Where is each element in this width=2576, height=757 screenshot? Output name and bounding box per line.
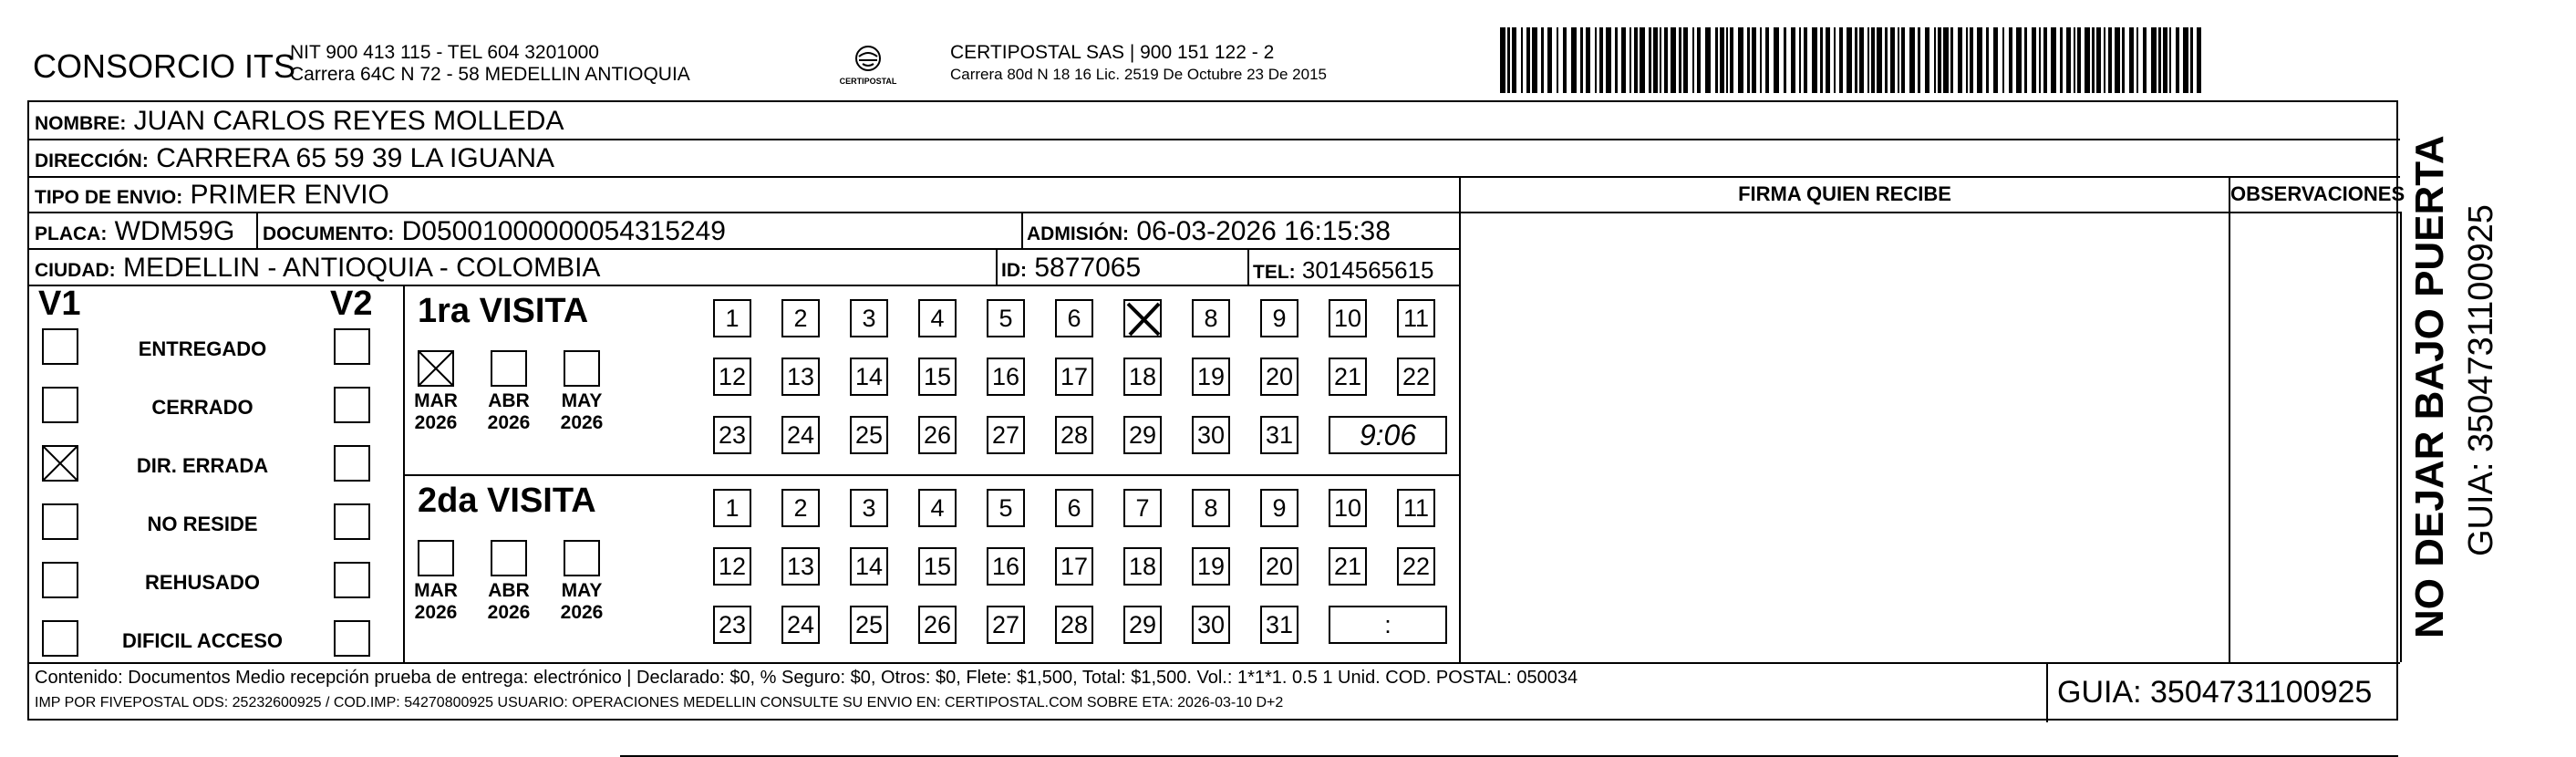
second-visit-day-12[interactable]: 12 bbox=[713, 547, 751, 586]
firma-header: FIRMA QUIEN RECIBE bbox=[1738, 182, 1951, 205]
second-visit-day-31[interactable]: 31 bbox=[1260, 606, 1298, 644]
first-visit-day-4[interactable]: 4 bbox=[918, 299, 957, 337]
footer-impresion: IMP POR FIVEPOSTAL ODS: 25232600925 / COD.IMP: 54270800925 USUARIO: OPERACIONES MEDELLIN CONSULTE SU ENVIO EN: CERTIPOSTAL.COM SOBRE ETA: 2026-03-10 D+2 bbox=[35, 695, 1284, 710]
first-visit-day-11[interactable]: 11 bbox=[1397, 299, 1435, 337]
second-visit-day-21[interactable]: 21 bbox=[1329, 547, 1367, 586]
footer-contenido: Contenido: Documentos Medio recepción prueba de entrega: electrónico | Declarado: $0, % Seguro: $0, Otros: $0, Flete: $1,500, Total: $1,500. Vol.: 1*1*1. 0.5 1 Unid. COD. POSTAL: 050034 bbox=[35, 668, 1578, 688]
second-visit-day-8[interactable]: 8 bbox=[1192, 489, 1230, 527]
placa-label: PLACA: bbox=[35, 223, 108, 244]
second-visit-day-18[interactable]: 18 bbox=[1123, 547, 1162, 586]
second-visit-day-19[interactable]: 19 bbox=[1192, 547, 1230, 586]
month-year: 2026 bbox=[414, 602, 458, 623]
second-visit-title: 2da VISITA bbox=[418, 482, 596, 520]
first-visit-day-12[interactable]: 12 bbox=[713, 358, 751, 396]
carrier-address: Carrera 80d N 18 16 Lic. 2519 De Octubre 23 De 2015 bbox=[950, 66, 1327, 83]
status-options bbox=[29, 285, 403, 662]
footer-guia: GUIA: 3504731100925 bbox=[2057, 675, 2373, 710]
first-visit-day-5[interactable]: 5 bbox=[987, 299, 1025, 337]
first-visit-day-13[interactable]: 13 bbox=[781, 358, 820, 396]
status-option-label: NO RESIDE bbox=[147, 513, 258, 535]
v1-checkbox-4[interactable] bbox=[42, 562, 78, 598]
first-visit-day-29[interactable]: 29 bbox=[1123, 416, 1162, 454]
first-visit-day-22[interactable]: 22 bbox=[1397, 358, 1435, 396]
status-option-label: ENTREGADO bbox=[138, 337, 267, 360]
first-visit-day-3[interactable]: 3 bbox=[850, 299, 888, 337]
v1-checkbox-2[interactable] bbox=[42, 445, 78, 482]
placa-value: WDM59G bbox=[114, 216, 235, 246]
admision-value: 06-03-2026 16:15:38 bbox=[1136, 216, 1391, 246]
second-visit-day-24[interactable]: 24 bbox=[781, 606, 820, 644]
month-name: MAY bbox=[561, 580, 603, 601]
second-visit-day-30[interactable]: 30 bbox=[1192, 606, 1230, 644]
v2-header: V2 bbox=[330, 285, 373, 323]
v2-checkbox-2[interactable] bbox=[334, 445, 370, 482]
first-month-checkbox-abr[interactable] bbox=[491, 350, 527, 387]
nombre-label: NOMBRE: bbox=[35, 113, 127, 134]
company-nit: NIT 900 413 115 - TEL 604 3201000 bbox=[290, 42, 599, 63]
month-year: 2026 bbox=[487, 412, 531, 433]
second-visit-day-4[interactable]: 4 bbox=[918, 489, 957, 527]
status-option-label: REHUSADO bbox=[145, 571, 260, 594]
tipo-value: PRIMER ENVIO bbox=[190, 180, 389, 210]
first-visit-title: 1ra VISITA bbox=[418, 292, 589, 330]
month-year: 2026 bbox=[414, 412, 458, 433]
v1-checkbox-3[interactable] bbox=[42, 503, 78, 540]
documento-value: D05001000000054315249 bbox=[401, 216, 726, 246]
month-name: ABR bbox=[488, 580, 530, 601]
month-label bbox=[554, 390, 609, 434]
first-visit-day-9[interactable]: 9 bbox=[1260, 299, 1298, 337]
v2-checkbox-1[interactable] bbox=[334, 387, 370, 423]
direccion-row bbox=[35, 142, 554, 178]
first-visit-day-25[interactable]: 25 bbox=[850, 416, 888, 454]
first-visit-day-30[interactable]: 30 bbox=[1192, 416, 1230, 454]
month-year: 2026 bbox=[560, 602, 604, 623]
company-address: Carrera 64C N 72 - 58 MEDELLIN ANTIOQUIA bbox=[290, 64, 690, 85]
tipo-label: TIPO DE ENVIO: bbox=[35, 187, 183, 208]
first-visit-day-20[interactable]: 20 bbox=[1260, 358, 1298, 396]
day-grids bbox=[658, 285, 1459, 662]
second-visit-day-26[interactable]: 26 bbox=[918, 606, 957, 644]
first-visit-day-24[interactable]: 24 bbox=[781, 416, 820, 454]
second-visit-time-box[interactable]: : bbox=[1329, 606, 1447, 644]
direccion-value: CARRERA 65 59 39 LA IGUANA bbox=[156, 143, 555, 173]
tel-label: TEL: bbox=[1253, 262, 1296, 283]
month-label bbox=[409, 390, 463, 434]
status-option-label: DIFICIL ACCESO bbox=[121, 629, 283, 652]
second-visit-day-9[interactable]: 9 bbox=[1260, 489, 1298, 527]
second-visit-day-17[interactable]: 17 bbox=[1055, 547, 1093, 586]
v2-checkbox-0[interactable] bbox=[334, 328, 370, 365]
documento-row bbox=[263, 215, 726, 251]
first-visit-day-14[interactable]: 14 bbox=[850, 358, 888, 396]
carrier-info: CERTIPOSTAL SAS | 900 151 122 - 2 bbox=[950, 42, 1275, 63]
first-visit-day-15[interactable]: 15 bbox=[918, 358, 957, 396]
documento-label: DOCUMENTO: bbox=[263, 223, 395, 244]
month-label bbox=[409, 580, 463, 624]
ciudad-row bbox=[35, 252, 600, 287]
month-name: MAR bbox=[414, 580, 458, 601]
v1-checkbox-5[interactable] bbox=[42, 620, 78, 657]
direccion-label: DIRECCIÓN: bbox=[35, 150, 149, 171]
first-visit-day-17[interactable]: 17 bbox=[1055, 358, 1093, 396]
first-visit-day-10[interactable]: 10 bbox=[1329, 299, 1367, 337]
v2-checkbox-3[interactable] bbox=[334, 503, 370, 540]
id-value: 5877065 bbox=[1034, 253, 1142, 283]
first-visit-day-19[interactable]: 19 bbox=[1192, 358, 1230, 396]
first-visit-day-16[interactable]: 16 bbox=[987, 358, 1025, 396]
first-visit-day-31[interactable]: 31 bbox=[1260, 416, 1298, 454]
no-dejar-bajo-puerta: NO DEJAR BAJO PUERTA bbox=[2407, 135, 2452, 638]
ciudad-label: CIUDAD: bbox=[35, 260, 116, 281]
second-visit-day-10[interactable]: 10 bbox=[1329, 489, 1367, 527]
month-selectors bbox=[403, 285, 658, 662]
observaciones-header: OBSERVACIONES bbox=[2230, 182, 2405, 205]
ciudad-value: MEDELLIN - ANTIOQUIA - COLOMBIA bbox=[123, 253, 601, 283]
v2-checkbox-4[interactable] bbox=[334, 562, 370, 598]
company-name: CONSORCIO ITS bbox=[33, 47, 296, 85]
certipostal-logo bbox=[832, 40, 905, 95]
month-name: MAY bbox=[561, 390, 603, 411]
second-month-checkbox-may[interactable] bbox=[564, 540, 600, 576]
second-month-checkbox-abr[interactable] bbox=[491, 540, 527, 576]
second-visit-day-27[interactable]: 27 bbox=[987, 606, 1025, 644]
status-option-label: DIR. ERRADA bbox=[136, 454, 269, 477]
month-label bbox=[554, 580, 609, 624]
second-month-checkbox-mar[interactable] bbox=[418, 540, 454, 576]
first-visit-day-2[interactable]: 2 bbox=[781, 299, 820, 337]
logo-text: CERTIPOSTAL bbox=[839, 77, 897, 86]
first-visit-day-23[interactable]: 23 bbox=[713, 416, 751, 454]
second-visit-day-1[interactable]: 1 bbox=[713, 489, 751, 527]
barcode bbox=[1500, 27, 2202, 93]
first-month-checkbox-may[interactable] bbox=[564, 350, 600, 387]
id-label: ID: bbox=[1001, 260, 1027, 281]
first-month-checkbox-mar[interactable] bbox=[418, 350, 454, 387]
placa-row bbox=[35, 215, 234, 251]
second-visit-day-5[interactable]: 5 bbox=[987, 489, 1025, 527]
first-visit-day-6[interactable]: 6 bbox=[1055, 299, 1093, 337]
month-label bbox=[481, 580, 536, 624]
month-year: 2026 bbox=[560, 412, 604, 433]
first-visit-day-28[interactable]: 28 bbox=[1055, 416, 1093, 454]
handwritten-x-mark bbox=[1125, 301, 1162, 337]
delivery-form bbox=[27, 100, 2405, 721]
nombre-row bbox=[35, 105, 564, 140]
second-visit-day-6[interactable]: 6 bbox=[1055, 489, 1093, 527]
second-visit-day-29[interactable]: 29 bbox=[1123, 606, 1162, 644]
id-row bbox=[1001, 252, 1141, 287]
month-name: MAR bbox=[414, 390, 458, 411]
v1-checkbox-1[interactable] bbox=[42, 387, 78, 423]
first-visit-day-26[interactable]: 26 bbox=[918, 416, 957, 454]
second-visit-day-13[interactable]: 13 bbox=[781, 547, 820, 586]
second-visit-day-28[interactable]: 28 bbox=[1055, 606, 1093, 644]
first-visit-day-8[interactable]: 8 bbox=[1192, 299, 1230, 337]
v2-checkbox-5[interactable] bbox=[334, 620, 370, 657]
admision-row bbox=[1027, 215, 1391, 251]
first-visit-day-27[interactable]: 27 bbox=[987, 416, 1025, 454]
month-year: 2026 bbox=[487, 602, 531, 623]
second-visit-day-7[interactable]: 7 bbox=[1123, 489, 1162, 527]
first-visit-day-1[interactable]: 1 bbox=[713, 299, 751, 337]
second-visit-day-3[interactable]: 3 bbox=[850, 489, 888, 527]
status-option-label: CERRADO bbox=[151, 396, 253, 419]
nombre-value: JUAN CARLOS REYES MOLLEDA bbox=[133, 106, 564, 136]
second-visit-day-11[interactable]: 11 bbox=[1397, 489, 1435, 527]
first-visit-day-7[interactable] bbox=[1123, 299, 1162, 337]
second-visit-day-25[interactable]: 25 bbox=[850, 606, 888, 644]
month-label bbox=[481, 390, 536, 434]
side-guia: GUIA: 3504731100925 bbox=[2462, 204, 2500, 556]
v1-checkbox-0[interactable] bbox=[42, 328, 78, 365]
month-name: ABR bbox=[488, 390, 530, 411]
first-visit-day-18[interactable]: 18 bbox=[1123, 358, 1162, 396]
v1-header: V1 bbox=[38, 285, 81, 323]
second-visit-day-20[interactable]: 20 bbox=[1260, 547, 1298, 586]
second-visit-day-14[interactable]: 14 bbox=[850, 547, 888, 586]
first-visit-time-box[interactable]: 9:06 bbox=[1329, 416, 1447, 454]
tipo-row bbox=[35, 179, 389, 214]
second-visit-day-16[interactable]: 16 bbox=[987, 547, 1025, 586]
tel-value: 3014565615 bbox=[1301, 256, 1434, 284]
admision-label: ADMISIÓN: bbox=[1027, 223, 1129, 244]
second-visit-day-15[interactable]: 15 bbox=[918, 547, 957, 586]
first-visit-day-21[interactable]: 21 bbox=[1329, 358, 1367, 396]
second-visit-day-23[interactable]: 23 bbox=[713, 606, 751, 644]
second-visit-day-22[interactable]: 22 bbox=[1397, 547, 1435, 586]
second-visit-day-2[interactable]: 2 bbox=[781, 489, 820, 527]
